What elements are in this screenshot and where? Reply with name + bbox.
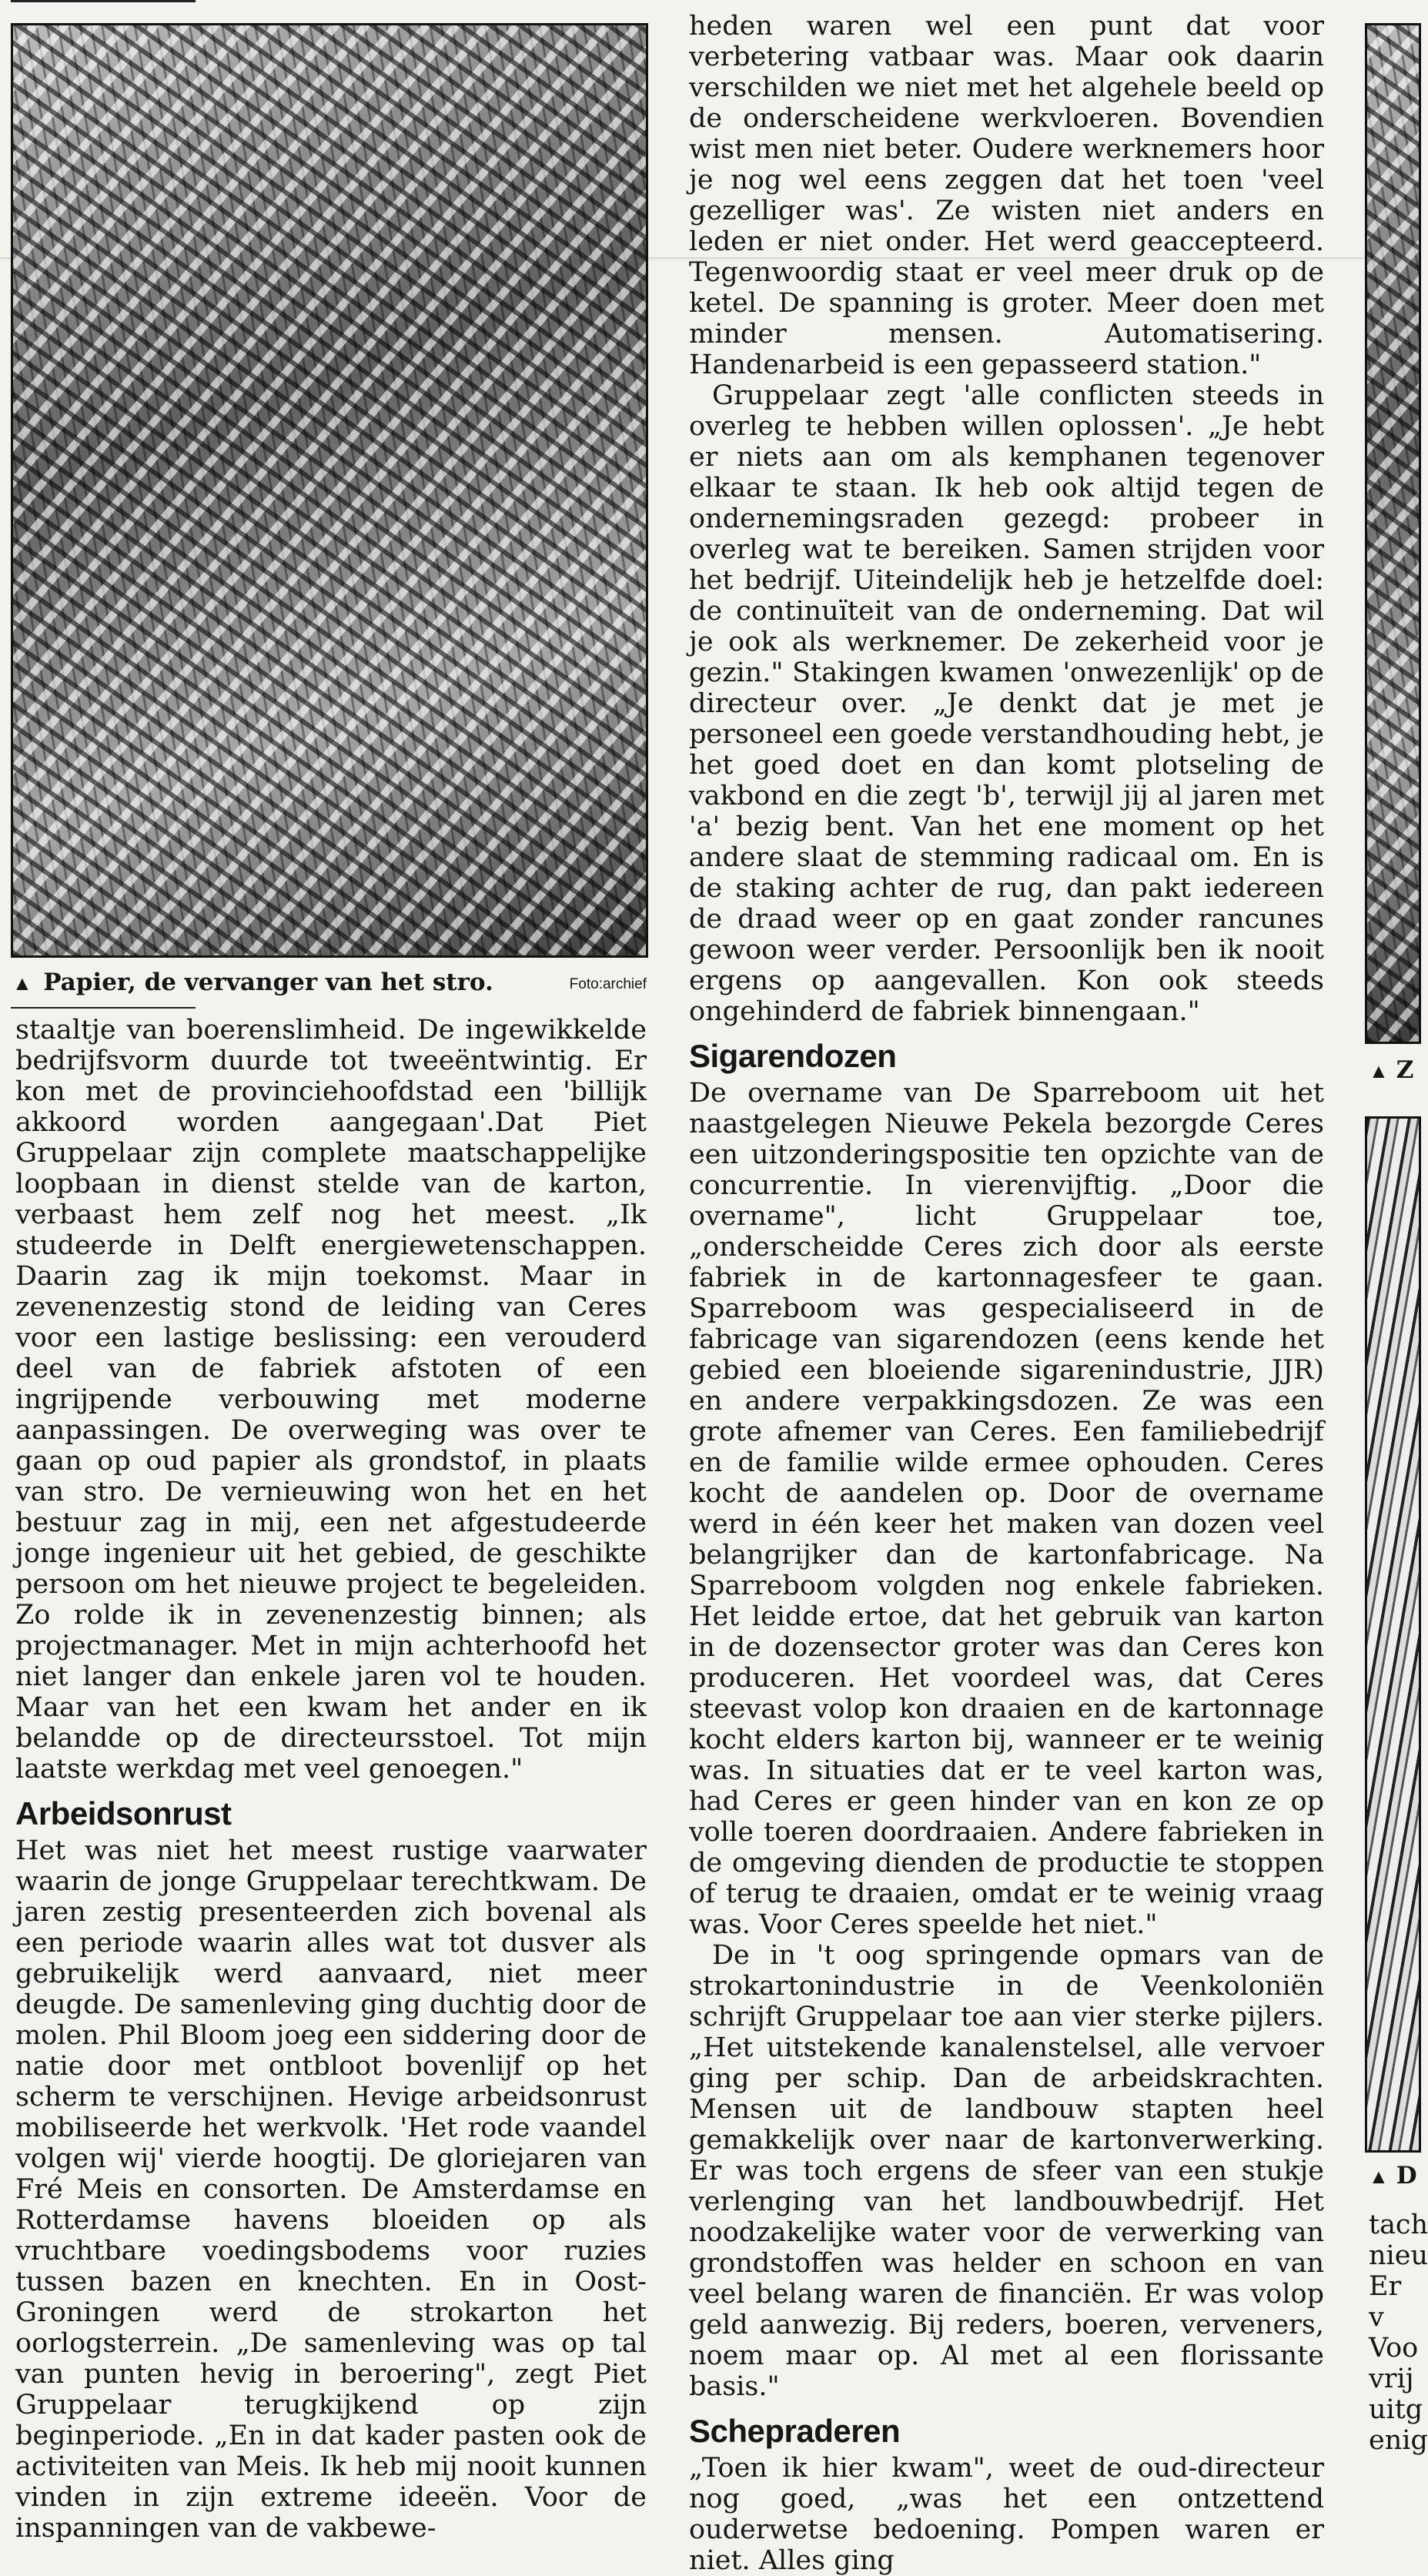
column-1 — [15, 1015, 647, 2544]
photo-right-bottom — [1365, 1116, 1421, 2153]
col3-line: tach — [1369, 2210, 1428, 2240]
col3-line: vrij — [1369, 2364, 1414, 2394]
heading-sigarendozen: Sigarendozen — [689, 1038, 897, 1074]
col3-line: uitg — [1369, 2394, 1423, 2425]
right-caption-top: ▲ Z — [1369, 1056, 1414, 1084]
right-caption-bottom: ▲ D — [1369, 2162, 1417, 2190]
col3-line: enig — [1369, 2425, 1428, 2456]
caption-text: Papier, de vervanger van het stro. — [43, 969, 493, 996]
col2-paragraph-2: Gruppelaar zegt 'alle conflicten steeds in overleg te hebben willen oplossen'. „Je hebt er niets aan om als kemphanen tegenover elkaar te staan. Ik heb ook altijd tegen de ondernemingsraden gezegd: probeer in overleg wat te bereiken. Samen strijden voor het bedrijf. Uiteindelijk heb je hetzelfde doel: de continuïteit van de onderneming. Dat wil je ook als werknemer. De zekerheid voor je gezin." Stakingen kwamen 'onwezenlijk' op de directeur over. „Je denkt dat je met je personeel een goede verstandhouding hebt, je het goed doet en dan komt plotseling de vakbond en die zegt 'b', terwijl jij al jaren met 'a' bezig bent. Van het ene moment op het andere slaat de stemming radicaal om. En is de staking achter de rug, dan pakt iedereen de draad weer op en gaat zonder rancunes gewoon weer verder. Persoonlijk ben ik nooit ergens op aangevallen. Kon ook steeds ongehinderd de fabriek binnengaan." — [689, 380, 1324, 1027]
caption-rule — [11, 1007, 196, 1009]
photo-caption — [12, 969, 647, 999]
col3-line: nieu — [1369, 2240, 1428, 2271]
heading-schepraderen: Schepraderen — [689, 2413, 901, 2449]
photo-credit: Foto:archief — [569, 976, 647, 992]
column-2 — [689, 11, 1324, 2576]
col2-paragraph-4: De in 't oog springende opmars van de strokartonindustrie in de Veenkoloniën schrijft Gruppelaar toe aan vier sterke pijlers. „Het uitstekende kanalenstelsel, alle vervoer ging per schip. Dan de arbeidskrachten. Mensen uit de landbouw stapten heel gemakkelijk over naar de kartonverwerking. Er was toch ergens de sfeer van een stukje verlenging van het landbouwbedrijf. Het noodzakelijke water voor de verwerking van grondstoffen was helder en schoon en van veel belang waren de financiën. Er was volop geld aanwezig. Bij reders, boeren, verveners, noem maar op. Al met al een florissante basis." — [689, 1940, 1324, 2402]
col3-line: Voo — [1369, 2333, 1419, 2364]
col2-paragraph-3: De overname van De Sparreboom uit het naastgelegen Nieuwe Pekela bezorgde Ceres een uitzonderingspositie ten opzichte van de concurrentie. In vierenvijftig. „Door die overname", licht Gruppelaar toe, „onderscheidde Ceres zich door als eerste fabriek in de kartonnagesfeer te gaan. Sparreboom was gespecialiseerd in de fabricage van sigarendozen (eens kende het gebied een bloeiende sigarenindustrie, JJR) en andere verpakkingsdozen. Ze was een grote afnemer van Ceres. Een familiebedrijf en de familie wilde ermee ophouden. Ceres kocht de aandelen op. Door de overname werd in één keer het maken van dozen veel belangrijker dan de kartonfabricage. Na Sparreboom volgden nog enkele fabrieken. Het leidde ertoe, dat het gebruik van karton in de dozensector groter was dan Ceres kon produceren. Het voordeel was, dat Ceres steevast volop kon draaien en de kartonnage kocht elders karton bij, wanneer er te weinig was. In situaties dat er te veel karton was, had Ceres er geen hinder van en kon ze op volle toeren doordraaien. Andere fabrieken in de omgeving dienden de productie te stoppen of terug te draaien, omdat er te weinig vraag was. Voor Ceres speelde het niet." — [689, 1078, 1324, 1940]
photo-paper-pile — [11, 23, 648, 958]
col2-paragraph-5: „Toen ik hier kwam", weet de oud-directeur nog goed, „was het een ontzettend ouderwetse bedoening. Pompen waren er niet. Alles ging — [689, 2453, 1324, 2576]
triangle-icon: ▲ — [12, 972, 32, 995]
triangle-icon: ▲ — [1369, 1059, 1389, 1082]
photo-right-top — [1365, 23, 1421, 1044]
col1-paragraph-1: staaltje van boerenslimheid. De ingewikkelde bedrijfsvorm duurde tot tweeëntwintig. Er kon met de provinciehoofdstad een 'billijk akkoord worden aangegaan'.Dat Piet Gruppelaar zijn complete maatschappelijke loopbaan in dienst stelde van de karton, verbaast hem zelf nog het meest. „Ik studeerde in Delft energiewetenschappen. Daarin zag ik mijn toekomst. Maar in zevenenzestig stond de leiding van Ceres voor een lastige beslissing: een verouderd deel van de fabriek afstoten of een ingrijpende verbouwing met moderne aanpassingen. De overweging was over te gaan op oud papier als grondstof, in plaats van stro. De vernieuwing won het en het bestuur zag in mij, een net afgestudeerde jonge ingenieur uit het gebied, de geschikte persoon om het nieuwe project te begeleiden. Zo rolde ik in zevenenzestig binnen; als projectmanager. Met in mijn achterhoofd het niet langer dan enkele jaren vol te houden. Maar van het een kwam het ander en ik belandde op de directeursstoel. Tot mijn laatste werkdag met veel genoegen." — [15, 1015, 647, 1785]
heading-arbeidsonrust: Arbeidsonrust — [15, 1795, 232, 1832]
triangle-icon: ▲ — [1369, 2165, 1389, 2188]
top-rule — [11, 0, 196, 2]
col1-paragraph-2: Het was niet het meest rustige vaarwater waarin de jonge Gruppelaar terechtkwam. De jaren zestig presenteerden zich bovenal als een periode waarin alles wat tot dusver als gebruikelijk werd aanvaard, niet meer deugde. De samenleving ging duchtig door de molen. Phil Bloom joeg een siddering door de natie door met ontbloot bovenlijf op het scherm te verschijnen. Hevige arbeidsonrust mobiliseerde het werkvolk. 'Het rode vaandel volgen wij' vierde hoogtij. De gloriejaren van Fré Meis en consorten. De Amsterdamse en Rotterdamse havens bloeiden op als vruchtbare voedingsbodems voor ruzies tussen bazen en knechten. En in Oost-Groningen werd de strokarton het oorlogsterrein. „De samenleving was op tal van punten hevig in beroering", zegt Piet Gruppelaar terugkijkend op zijn beginperiode. „En in dat kader pasten ook de activiteiten van Meis. Ik heb mij nooit kunnen vinden in zijn extreme ideeën. Voor de inspanningen van de vakbewe- — [15, 1835, 647, 2544]
col3-line: Er v — [1369, 2271, 1402, 2333]
column-3-fragment — [1369, 2210, 1428, 2456]
col2-paragraph-1: heden waren wel een punt dat voor verbetering vatbaar was. Maar ook daarin verschilden we niet met het algehele beeld op de onderscheidene werkvloeren. Bovendien wist men niet beter. Oudere werknemers hoor je nog wel eens zeggen dat het toen 'veel gezelliger was'. Ze wisten niet anders en leden er niet onder. Het werd geaccepteerd. Tegenwoordig staat er veel meer druk op de ketel. De spanning is groter. Meer doen met minder mensen. Automatisering. Handenarbeid is een gepasseerd station." — [689, 11, 1324, 380]
